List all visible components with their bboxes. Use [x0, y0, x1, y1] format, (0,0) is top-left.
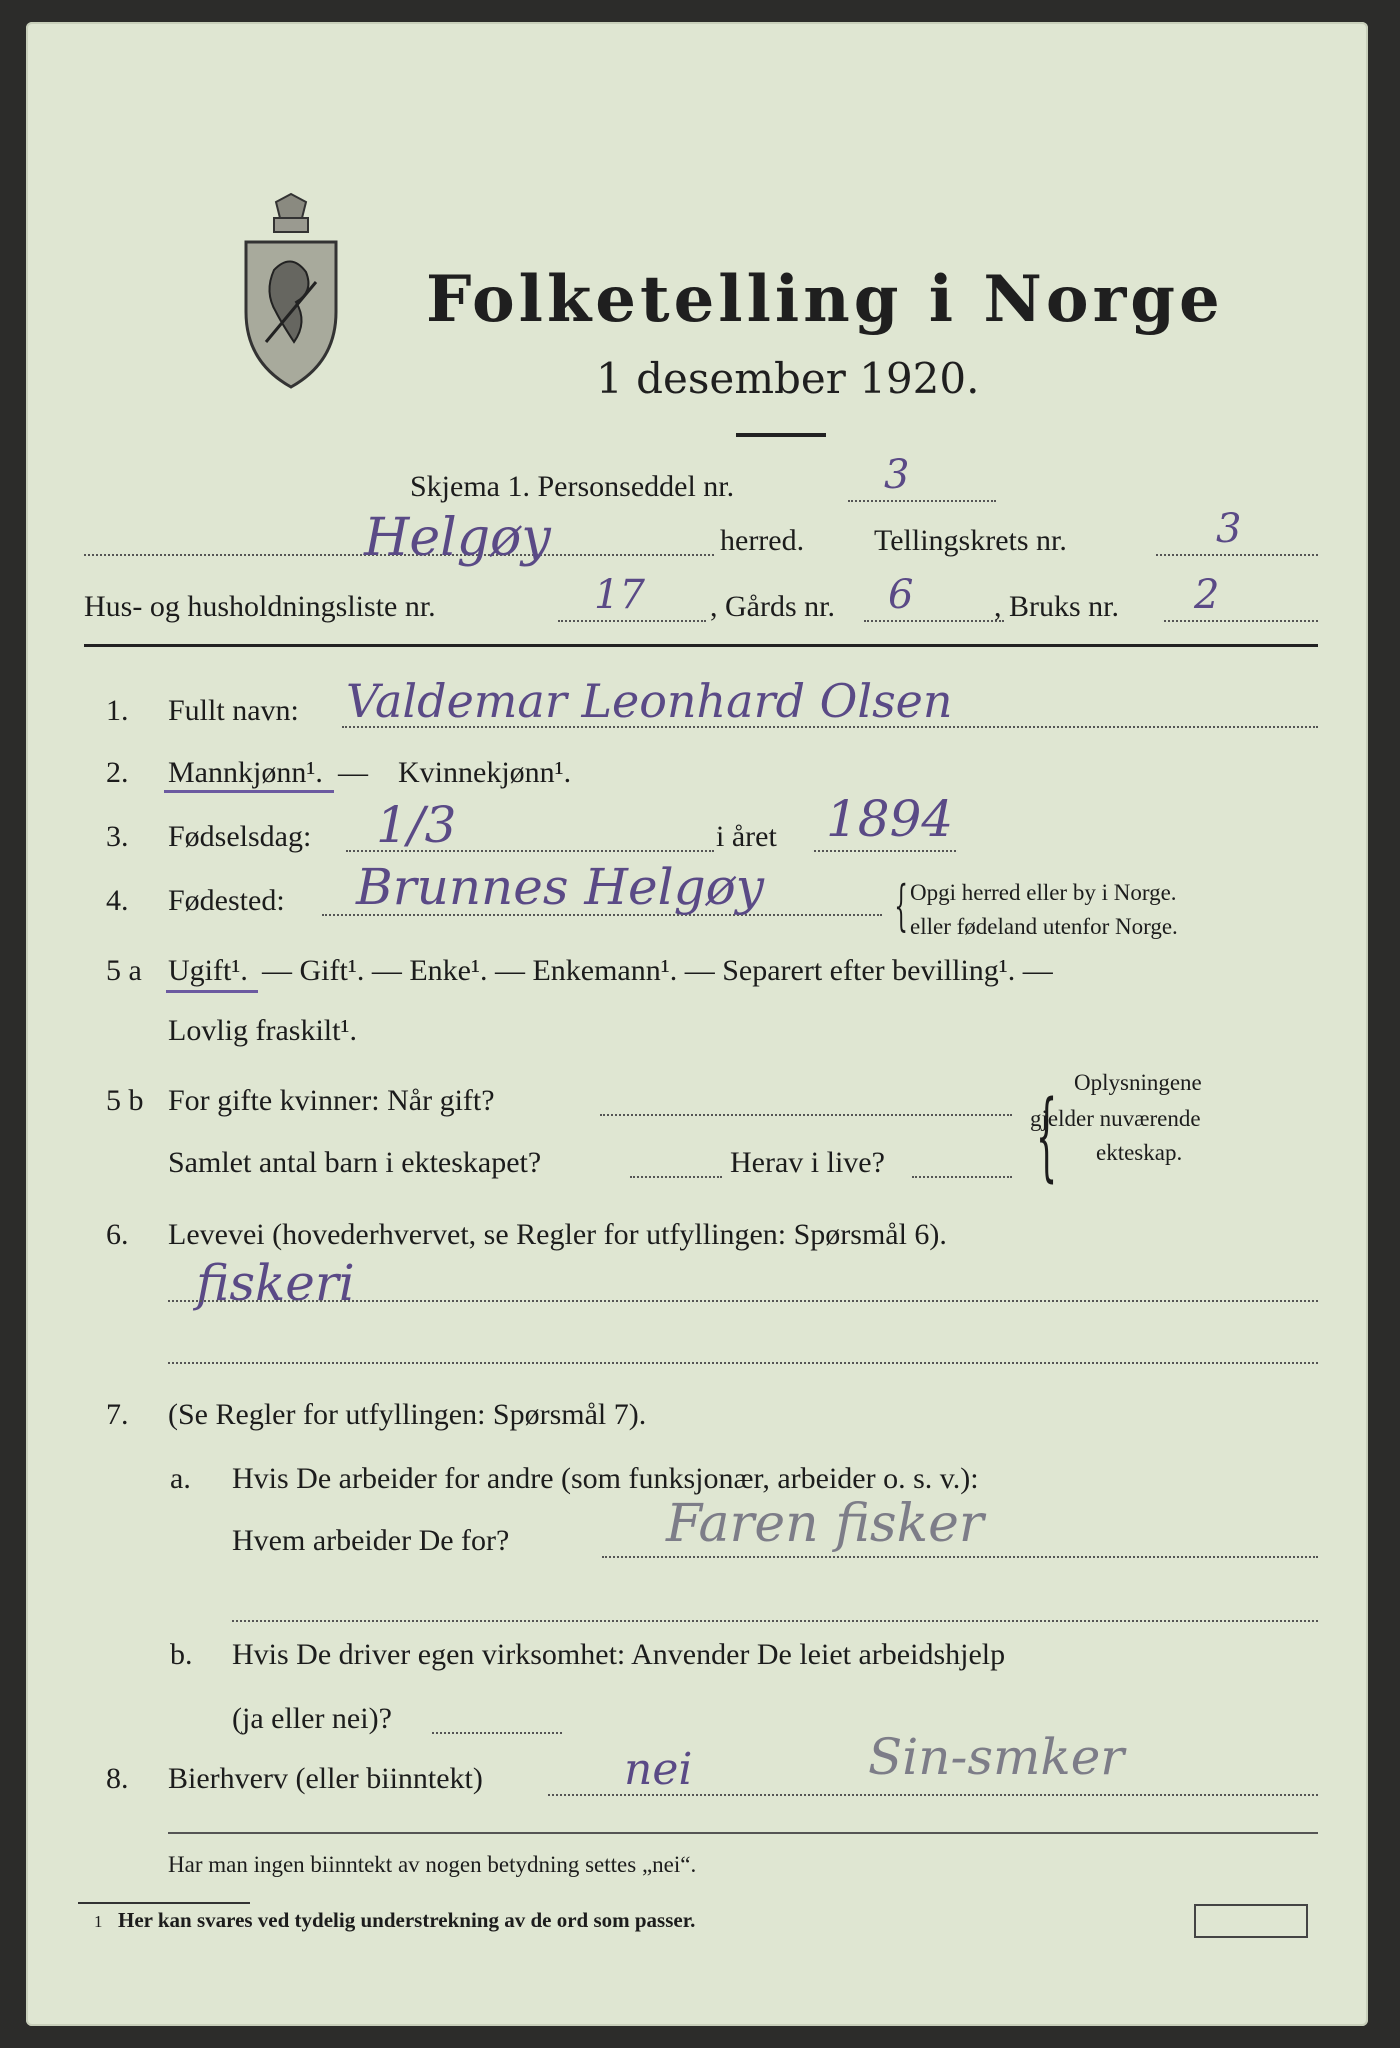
- herred-label: herred.: [720, 524, 805, 557]
- q5b-when-married-label: For gifte kvinner: Når gift?: [168, 1084, 495, 1117]
- tellingskrets-dotline: [1156, 554, 1318, 556]
- q2-female: Kvinnekjønn¹.: [398, 756, 572, 789]
- q1-value: Valdemar Leonhard Olsen: [346, 674, 953, 728]
- footnote-mark: 1: [94, 1912, 103, 1931]
- hus-value: 17: [594, 572, 645, 618]
- q7-number: 7.: [106, 1398, 129, 1431]
- q6-number: 6.: [106, 1218, 129, 1251]
- q6-dotline-2: [168, 1362, 1318, 1364]
- skjema-label: Skjema 1. Personseddel nr.: [410, 470, 735, 503]
- skjema-dotline: [848, 500, 996, 502]
- q1-number: 1.: [106, 694, 129, 727]
- footnote-text: Her kan svares ved tydelig understrekning av de ord som passer.: [118, 1908, 696, 1932]
- hus-label: Hus- og husholdningsliste nr.: [84, 590, 436, 623]
- q7b-hire-label: (ja eller nei)?: [232, 1702, 392, 1735]
- form-date: 1 desember 1920.: [596, 354, 980, 403]
- gards-label: , Gårds nr.: [710, 590, 835, 623]
- q3-year-value: 1894: [826, 790, 954, 848]
- q7b-label: Hvis De driver egen virksomhet: Anvender De leiet arbeidshjelp: [232, 1638, 1006, 1671]
- q4-brace: {: [894, 874, 909, 937]
- q5b-alive-label: Herav i live?: [730, 1146, 885, 1179]
- q5a-divorced: Lovlig fraskilt¹.: [168, 1014, 357, 1047]
- q7-label: (Se Regler for utfyllingen: Spørsmål 7).: [168, 1398, 647, 1431]
- herred-value: Helgøy: [364, 508, 551, 568]
- printer-stamp: [1194, 1904, 1308, 1938]
- q7b-dotline: [432, 1732, 562, 1734]
- q3-year-label: i året: [716, 820, 777, 853]
- tellingskrets-value: 3: [1216, 506, 1242, 552]
- q3-year-dotline: [814, 850, 956, 852]
- q4-value: Brunnes Helgøy: [356, 858, 764, 916]
- q3-value: 1/3: [376, 796, 457, 854]
- q2-dash: —: [338, 756, 368, 789]
- q6-dotline-1: [168, 1300, 1318, 1302]
- title-divider: [736, 433, 826, 437]
- q5b-children-label: Samlet antal barn i ekteskapet?: [168, 1146, 542, 1179]
- q7a-value: Faren fisker: [666, 1494, 984, 1554]
- header-divider: [84, 644, 1318, 647]
- q5a-unmarried: Ugift¹.: [168, 954, 248, 987]
- footer-divider: [168, 1832, 1318, 1834]
- q5a-options: — Gift¹. — Enke¹. — Enkemann¹. — Separert efter bevilling¹. —: [262, 954, 1053, 987]
- q1-label: Fullt navn:: [168, 694, 299, 727]
- q7a-dotline: [602, 1556, 1318, 1558]
- q4-number: 4.: [106, 884, 129, 917]
- q4-note-1: Opgi herred eller by i Norge.: [910, 880, 1177, 905]
- q6-value: fiskeri: [196, 1254, 355, 1312]
- q6-label: Levevei (hovederhvervet, se Regler for utfyllingen: Spørsmål 6).: [168, 1218, 947, 1251]
- bruks-value: 2: [1194, 572, 1220, 618]
- skjema-value: 3: [884, 452, 910, 498]
- q8-value: nei: [624, 1744, 693, 1795]
- q2-number: 2.: [106, 756, 129, 789]
- q5b-note-2: gjelder nuværende: [1030, 1106, 1201, 1131]
- q7a-letter: a.: [170, 1462, 191, 1495]
- footer-note: Har man ingen biinntekt av nogen betydning settes „nei“.: [168, 1852, 697, 1877]
- q2-male: Mannkjønn¹.: [168, 756, 323, 789]
- q8-value-2: Sin-smker: [868, 1728, 1125, 1786]
- q5b-note-1: Oplysningene: [1074, 1070, 1202, 1095]
- gards-value: 6: [888, 572, 914, 618]
- q3-number: 3.: [106, 820, 129, 853]
- q7b-letter: b.: [170, 1638, 193, 1671]
- q8-number: 8.: [106, 1762, 129, 1795]
- q7a-employer-label: Hvem arbeider De for?: [232, 1524, 510, 1557]
- footnote-rule: [78, 1902, 250, 1904]
- q7a-dotline-2: [232, 1620, 1318, 1622]
- gards-dotline: [864, 620, 1004, 622]
- q5b-when-dotline: [600, 1114, 1012, 1116]
- q5b-note-3: ekteskap.: [1096, 1140, 1183, 1165]
- coat-of-arms-icon: [236, 192, 346, 392]
- bruks-label: , Bruks nr.: [994, 590, 1120, 623]
- q4-label: Fødested:: [168, 884, 285, 917]
- q2-underline: [164, 790, 334, 793]
- q5a-underline: [166, 990, 258, 993]
- q8-label: Bierhverv (eller biinntekt): [168, 1762, 483, 1795]
- q5a-number: 5 a: [106, 954, 142, 987]
- bruks-dotline: [1164, 620, 1318, 622]
- q5b-brace: {: [1035, 1080, 1058, 1192]
- form-title: Folketelling i Norge: [426, 262, 1224, 337]
- hus-dotline: [558, 620, 706, 622]
- q4-note-2: eller fødeland utenfor Norge.: [910, 914, 1178, 939]
- q3-label: Fødselsdag:: [168, 820, 312, 853]
- q7a-label: Hvis De arbeider for andre (som funksjonær, arbeider o. s. v.):: [232, 1462, 979, 1495]
- q5b-alive-dotline: [912, 1176, 1012, 1178]
- census-form: [26, 22, 1368, 2026]
- q5b-number: 5 b: [106, 1084, 144, 1117]
- q5b-children-dotline: [630, 1176, 722, 1178]
- tellingskrets-label: Tellingskrets nr.: [874, 524, 1067, 557]
